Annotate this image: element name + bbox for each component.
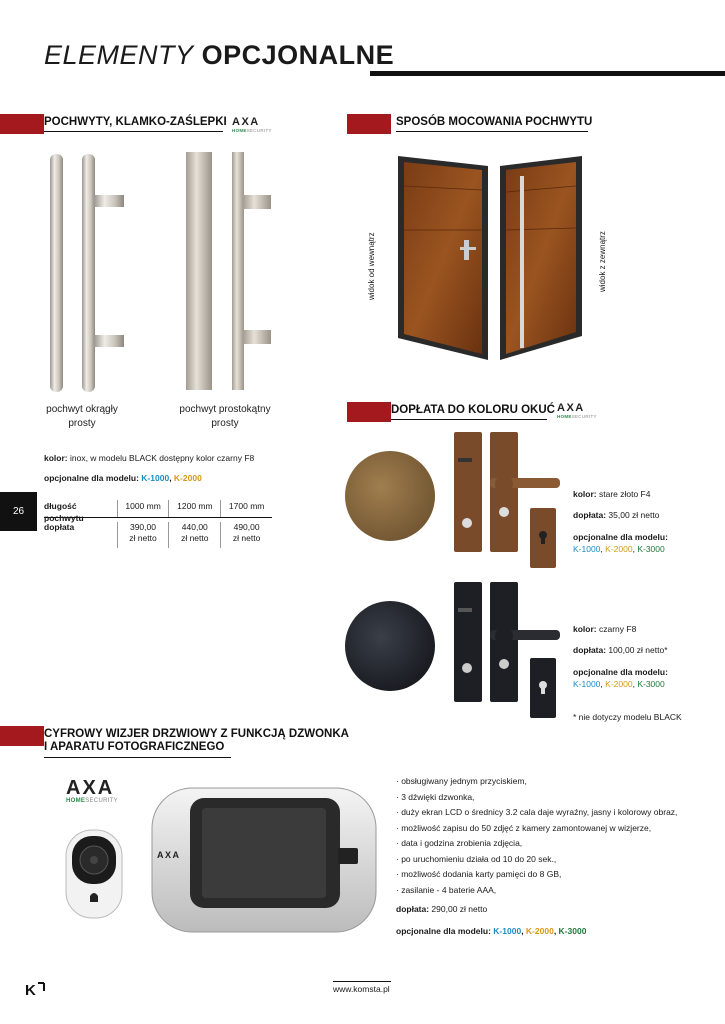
black-color-swatch — [344, 600, 436, 692]
section-marker — [347, 402, 391, 422]
option1-color: kolor: stare złoto F4 — [573, 489, 651, 499]
list-item: · możliwość dodania karty pamięci do 8 GB, — [396, 869, 562, 879]
viewer-heading-line2: I APARATU FOTOGRAFICZNEGO — [44, 741, 225, 753]
logo-letter: K — [25, 982, 36, 997]
round-handle-image — [42, 150, 130, 395]
page-number-tab: 26 — [0, 492, 37, 531]
doorbell-unit-image — [62, 826, 126, 922]
page-title-bold: OPCJONALNE — [201, 40, 395, 70]
option2-optional: opcjonalne dla modelu: K-1000, K-2000, K-3000 — [573, 667, 668, 689]
axa-logo: AXA HOMESECURITY — [557, 402, 597, 419]
caption-rect-handle: pochwyt prostokątny prosty — [179, 404, 271, 429]
black-hardware-image — [450, 578, 562, 720]
viewer-heading-line1: CYFROWY WIZJER DRZWIOWY Z FUNKCJĄ DZWONKA — [44, 728, 349, 740]
handles-color-line: kolor: inox, w modelu BLACK dostępny kolor czarny F8 — [44, 453, 255, 463]
list-item: · obsługiwany jednym przyciskiem, — [396, 776, 527, 786]
viewer-optional: opcjonalne dla modelu: K-1000, K-2000, K-3000 — [396, 926, 587, 936]
page-title — [44, 40, 394, 71]
viewer-heading — [44, 728, 349, 754]
rectangular-handle-image — [180, 150, 280, 395]
label-inside-view: widok od wewnątrz — [367, 232, 376, 300]
label-outside-view: widok z zewnątrz — [598, 231, 607, 292]
komsta-logo — [24, 981, 46, 997]
heading-underline — [391, 419, 547, 420]
list-item: · data i godzina zrobienia zdjęcia, — [396, 838, 523, 848]
hardware-color-heading: DOPŁATA DO KOLORU OKUĆ — [391, 404, 555, 416]
table-cell: 1700 mm — [228, 501, 265, 511]
table-cell: 440,00 zł netto — [181, 522, 209, 543]
list-item: · zasilanie - 4 baterie AAA, — [396, 884, 497, 895]
table-cell: 390,00 zł netto — [129, 522, 157, 543]
heading-underline — [44, 757, 231, 758]
gold-hardware-image — [450, 428, 562, 570]
footnote: * nie dotyczy modelu BLACK — [573, 712, 682, 722]
list-item: · możliwość zapisu do 50 zdjęć z kamery zamontowanej w wizjerze, — [396, 822, 652, 833]
gold-color-swatch — [344, 450, 436, 542]
handles-price-table — [44, 500, 272, 548]
mounting-heading: SPOSÓB MOCOWANIA POCHWYTU — [396, 116, 593, 128]
section-marker — [347, 114, 391, 134]
heading-underline — [396, 131, 588, 132]
list-item: · po uruchomieniu działa od 10 do 20 sek., — [396, 853, 557, 864]
device-brand: AXA — [157, 850, 181, 860]
option2-color: kolor: czarny F8 — [573, 624, 637, 634]
handles-optional-line: opcjonalne dla modelu: K-1000, K-2000 — [44, 473, 202, 483]
list-item: · 3 dźwięki dzwonka, — [396, 791, 475, 802]
handles-heading: POCHWYTY, KLAMKO-ZAŚLEPKI — [44, 116, 227, 128]
caption-round-handle: pochwyt okrągły prosty — [46, 404, 118, 429]
door-mounting-image — [392, 152, 588, 364]
viewer-features-list — [396, 774, 716, 898]
heading-underline — [44, 131, 223, 132]
option1-optional: opcjonalne dla modelu: K-1000, K-2000, K-3000 — [573, 532, 668, 554]
footer-url[interactable]: www.komsta.pl — [333, 984, 390, 994]
table-cell: 1200 mm — [177, 501, 213, 511]
option1-price: dopłata: 35,00 zł netto — [573, 510, 660, 520]
digital-viewer-image — [148, 784, 380, 936]
table-row-label: dopłata — [44, 522, 75, 532]
page-title-thin: ELEMENTY — [44, 40, 194, 70]
title-underline-bar — [370, 71, 725, 76]
section-marker — [0, 726, 44, 746]
footer-divider — [333, 981, 391, 982]
option2-price: dopłata: 100,00 zł netto* — [573, 645, 668, 655]
table-row-label: długość pochwytu — [44, 501, 84, 523]
viewer-price: dopłata: 290,00 zł netto — [396, 904, 488, 914]
table-cell: 1000 mm — [125, 501, 161, 511]
section-marker — [0, 114, 44, 134]
axa-logo-large: AXA HOMESECURITY — [66, 777, 118, 804]
axa-logo: AXA HOMESECURITY — [232, 116, 272, 133]
table-cell: 490,00 zł netto — [232, 522, 261, 543]
list-item: · duży ekran LCD o średnicy 3.2 cala daje wyraźny, jasny i kolorowy obraz, — [396, 807, 678, 817]
